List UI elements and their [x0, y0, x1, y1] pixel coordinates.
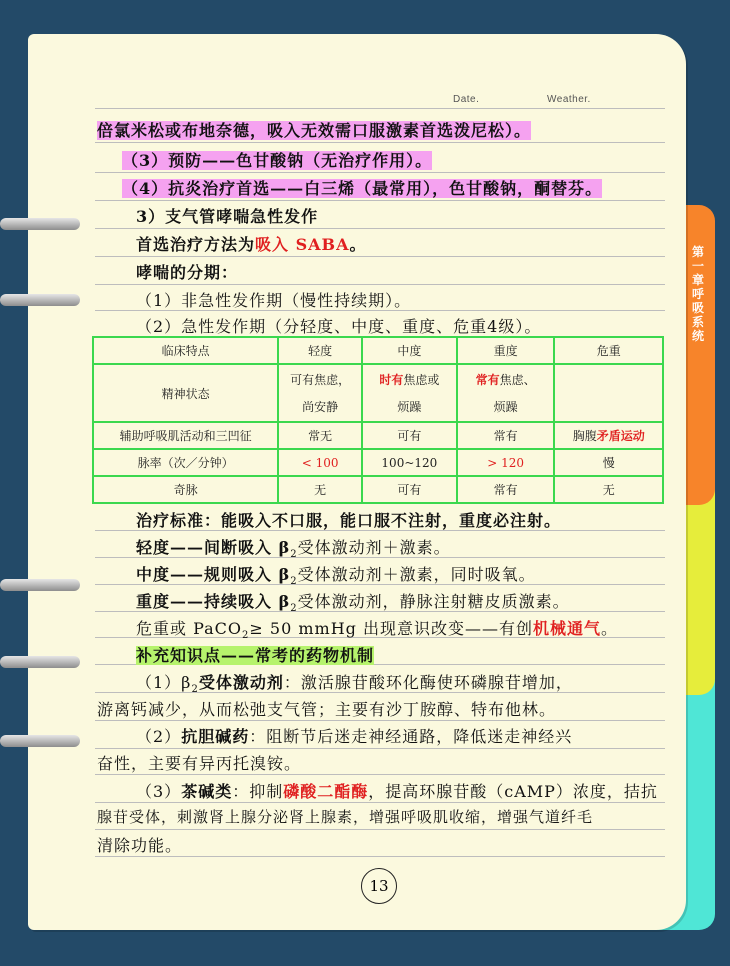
section-heading: 3）支气管哮喘急性发作 [136, 207, 319, 226]
table-cell: 时有焦虑或 烦躁 [362, 364, 457, 422]
table-cell: 常有 [457, 422, 555, 449]
ring-icon [0, 294, 80, 306]
table-cell: > 120 [457, 449, 555, 476]
table-cell [554, 364, 663, 422]
table-cell: 无 [554, 476, 663, 503]
table-header-cell: 危重 [554, 337, 663, 364]
table-cell: < 100 [278, 449, 362, 476]
table-cell: 精神状态 [93, 364, 278, 422]
ring-icon [0, 735, 80, 747]
ring-icon [0, 579, 80, 591]
text-line: （1）非急性发作期（慢性持续期）。 [136, 291, 412, 310]
text-line: （4）抗炎治疗首选——白三烯（最常用），色甘酸钠，酮替芬。 [122, 179, 603, 198]
text-line: $(1)\beta_2$受体激动剂：激活腺苷酸环化酶使环磷腺苷增加， [136, 673, 573, 696]
table-cell: 胸腹矛盾运动 [554, 422, 663, 449]
text-line: 重度——持续吸入 $\beta_2$受体激动剂，静脉注射糖皮质激素。 [136, 592, 570, 615]
date-label: Date. [453, 94, 480, 105]
table-cell: 100~120 [362, 449, 457, 476]
text-line: 首选治疗方法为吸入 SABA。 [136, 235, 367, 254]
table-row [93, 422, 663, 449]
text-line: 轻度——间断吸入 $\beta_2$受体激动剂＋激素。 [136, 538, 451, 561]
table-cell: 常有 [457, 476, 555, 503]
table-cell: 无 [278, 476, 362, 503]
text-line: （2）急性发作期（分轻度、中度、重度、危重4级）。 [136, 317, 542, 336]
text-line: 中度——规则吸入 $\beta_2$受体激动剂＋激素，同时吸氧。 [136, 565, 536, 588]
chapter-tab-label: 第一章 呼吸系统 [691, 245, 704, 343]
table-row [93, 449, 663, 476]
text-line: （3）茶碱类：抑制磷酸二酯酶，提高环腺苷酸（cAMP）浓度，拮抗 [136, 782, 658, 801]
table-cell: 常有焦虑、 烦躁 [457, 364, 555, 422]
ring-icon [0, 656, 80, 668]
table-header-cell: 临床特点 [93, 337, 278, 364]
page-number: 13 [361, 868, 397, 904]
table-cell: 常无 [278, 422, 362, 449]
table-cell: 奇脉 [93, 476, 278, 503]
table-cell: 脉率（次／分钟） [93, 449, 278, 476]
table-cell: 可有焦虑， 尚安静 [278, 364, 362, 422]
text-line: 清除功能。 [97, 836, 183, 855]
text-line: 倍氯米松或布地奈德，吸入无效需口服激素首选泼尼松）。 [97, 121, 532, 140]
table-row [93, 476, 663, 503]
section-heading: 补充知识点——常考的药物机制 [136, 646, 375, 665]
text-line: 危重或 PaCO$_2$≥ 50 mmHg 出现意识改变——有创机械通气。 [136, 619, 619, 642]
table-cell: 可有 [362, 476, 457, 503]
table-cell: 慢 [554, 449, 663, 476]
table-cell: 辅助呼吸肌活动和三凹征 [93, 422, 278, 449]
table-header-cell: 轻度 [278, 337, 362, 364]
table-row [93, 364, 663, 422]
text-line: 腺苷受体，刺激肾上腺分泌肾上腺素，增强呼吸肌收缩，增强气道纤毛 [97, 808, 594, 826]
table-header-cell: 中度 [362, 337, 457, 364]
text-line: （2）抗胆碱药：阻断节后迷走神经通路，降低迷走神经兴 [136, 727, 573, 746]
text-line: （3）预防——色甘酸钠（无治疗作用）。 [122, 151, 433, 170]
text-line: 治疗标准：能吸入不口服，能口服不注射，重度必注射。 [136, 511, 562, 530]
ring-icon [0, 218, 80, 230]
table-cell: 可有 [362, 422, 457, 449]
text-line: 奋性，主要有异丙托溴铵。 [97, 754, 302, 773]
asthma-stage-table [92, 336, 664, 504]
weather-label: Weather. [547, 94, 591, 105]
text-line: 游离钙减少，从而松弛支气管；主要有沙丁胺醇、特布他林。 [97, 700, 557, 719]
table-header-row [93, 337, 663, 364]
table-header-cell: 重度 [457, 337, 555, 364]
text-line: 哮喘的分期： [136, 263, 239, 282]
